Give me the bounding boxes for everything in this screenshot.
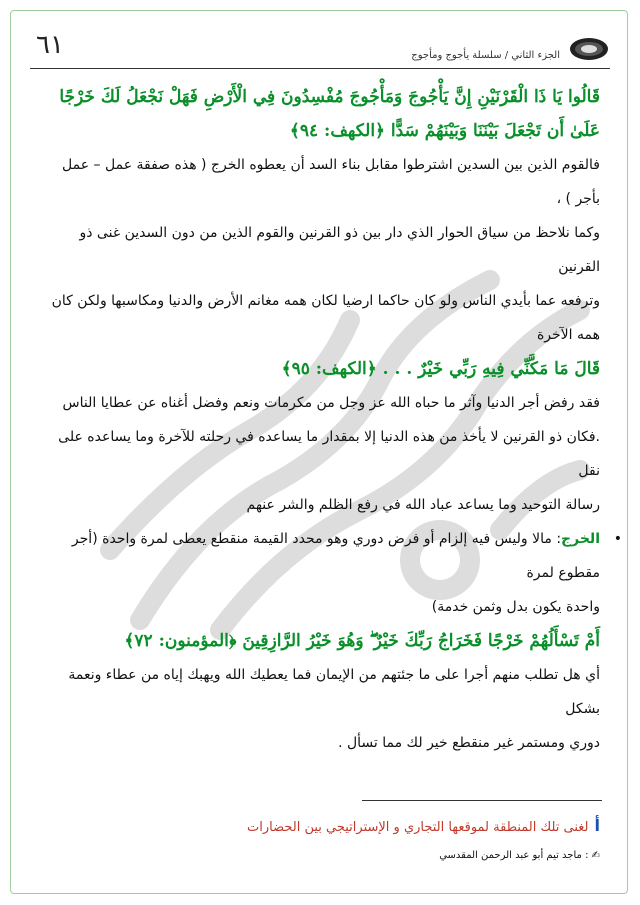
footnote-divider <box>362 800 602 801</box>
paragraph-line: وترفعه عما بأيدي الناس ولو كان حاكما ارضيا لكان همه مغانم الأرض والدنيا ومكاسبها ولكن كان <box>51 293 600 309</box>
author-signature: ✍ : ماجد تيم أبو عبد الرحمن المقدسي <box>439 850 600 861</box>
paragraph-line: أي هل تطلب منهم أجرا على ما جئتهم من الإيمان فما يعطيك الله ويهبك إياه من عطاء ونعمة بشكل <box>68 667 600 717</box>
quran-verse-kahf-95: قَالَ مَا مَكَّنِّي فِيهِ رَبِّي خَيْرٌ . . . ﴿الكهف: ٩٥﴾ <box>281 359 600 379</box>
paragraph-line: همه الآخرة <box>536 327 600 343</box>
bullet-term: الخرج <box>561 531 600 547</box>
footnote-mark: أ <box>594 816 600 835</box>
footnote <box>247 816 600 835</box>
main-content <box>40 80 622 760</box>
bullet-item <box>40 522 622 590</box>
footnote-text: لغنى تلك المنطقة لموقعها التجاري و الإستراتيجي بين الحضارات <box>246 820 589 835</box>
paragraph-line: فالقوم الذين بين السدين اشترطوا مقابل بناء السد أن يعطوه الخرج ( هذه صفقة عمل – عمل بأجر ) ، <box>62 157 600 207</box>
bullet-icon: • <box>613 531 622 547</box>
quran-verse-muminun-72: أَمْ تَسْأَلُهُمْ خَرْجًا فَخَرَاجُ رَبِّكَ خَيْرٌ ۖ وَهُوَ خَيْرُ الرَّازِقِينَ ﴿المؤمنون: ٧٢﴾ <box>124 631 600 651</box>
paragraph-line: فقد رفض أجر الدنيا وآثر ما حباه الله عز وجل من مكرمات ونعم وفضل أغناه عن عطايا الناس <box>62 395 600 411</box>
bullet-continuation: واحدة يكون بدل وثمن خدمة) <box>431 599 600 615</box>
paragraph-line: دوري ومستمر غير منقطع خير لك مما تسأل . <box>338 735 600 751</box>
paragraph-line: رسالة التوحيد وما يساعد عباد الله في رفع الظلم والشر عنهم <box>246 497 600 513</box>
quran-verse-kahf-94: قَالُوا يَا ذَا الْقَرْنَيْنِ إِنَّ يَأْجُوجَ وَمَأْجُوجَ مُفْسِدُونَ فِي الْأَرْضِ فَهَلْ نَجْعَلُ لَكَ خَرْجًا عَلَىٰ أَن تَجْعَلَ بَيْنَنَا وَبَيْنَهُمْ سَدًّا ﴿الكهف: ٩٤﴾ <box>59 87 600 141</box>
paragraph-line: وكما نلاحظ من سياق الحوار الذي دار بين ذو القرنين والقوم الذين من دون السدين غنى ذو القرنين <box>79 225 600 275</box>
paragraph-line: .فكان ذو القرنين لا يأخذ من هذه الدنيا إلا بمقدار ما يساعده في رحلته للآخرة وما يساعده على نقل <box>58 429 600 479</box>
series-title: الجزء الثاني / سلسلة يأجوج ومأجوج <box>411 50 560 61</box>
page-number: ٦١ <box>36 30 64 60</box>
series-logo-icon <box>568 36 610 62</box>
header-divider <box>30 68 610 69</box>
bullet-text: : مالا وليس فيه إلزام أو فرض دوري وهو محدد القيمة منقطع يعطى لمرة واحدة (أجر مقطوع لمرة <box>71 531 600 581</box>
